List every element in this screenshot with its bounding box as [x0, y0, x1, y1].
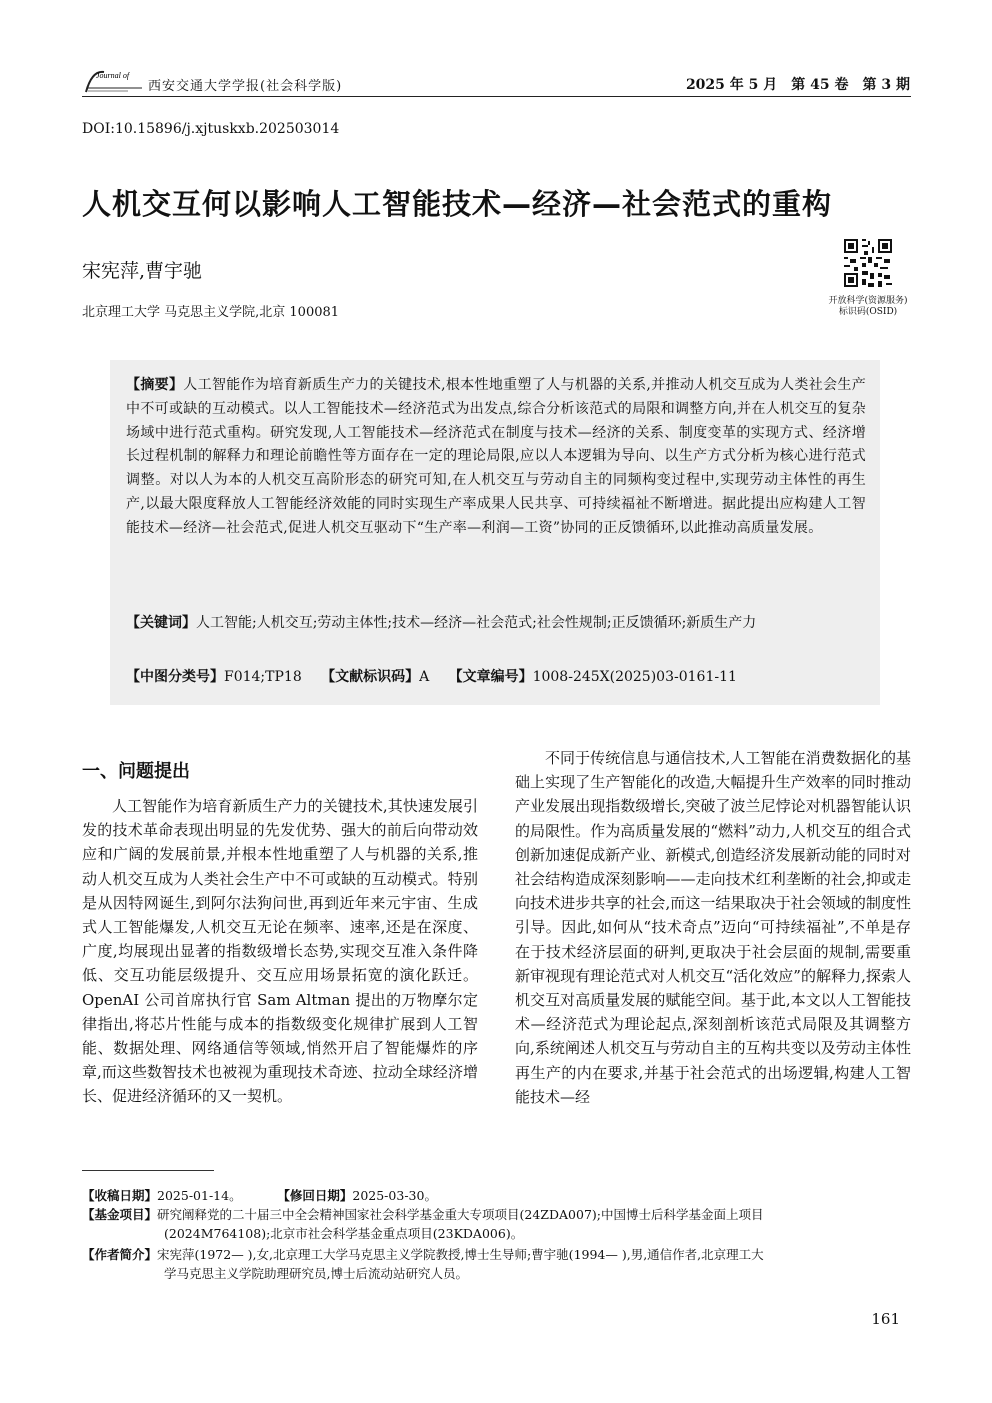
footnote-author: [82, 1245, 912, 1283]
fund-text: 研究阐释党的二十届三中全会精神国家社会科学基金重大专项项目(24ZDA007);中国博士后科学基金面上项目: [157, 1207, 764, 1222]
classification: [126, 666, 866, 688]
author-bio-text: 宋宪萍(1972— ),女,北京理工大学马克思主义学院教授,博士生导师;曹宇驰(1994— ),男,通信作者,北京理工大: [157, 1247, 764, 1262]
authors: 宋宪萍,曹宇驰: [82, 260, 203, 282]
doi: DOI:10.15896/j.xjtuskxb.202503014: [82, 121, 340, 137]
received-date: 2025-01-14。: [157, 1188, 242, 1203]
revised-label: 【修回日期】: [277, 1188, 353, 1203]
header-rule: [82, 96, 911, 97]
abstract-text: 人工智能作为培育新质生产力的关键技术,根本性地重塑了人与机器的关系,并推动人机交互成为人类社会生产中不可或缺的互动模式。以人工智能技术—经济范式为出发点,综合分析该范式的局限和调整方向,并在人机交互的复杂场域中进行范式重构。研究发现,人工智能技术—经济范式在制度与技术—经济的关系、制度变革的实现方式、经济增长过程机制的解释力和理论前瞻性等方面存在一定的理论局限,应以人本逻辑为导向、以生产方式分析为核心进行范式调整。对以人为本的人机交互高阶形态的研究可知,在人机交互与劳动自主的同频构变过程中,实现劳动主体性的再生产,以最大限度释放人工智能经济效能的同时实现生产率成果人民共享、可持续福祉不断增进。据此提出应构建人工智能技术—经济—社会范式,促进人机交互驱动下“生产率—利润—工资”协同的正反馈循环,以此推动高质量发展。: [126, 377, 866, 536]
section-heading: 一、问题提出: [82, 761, 190, 782]
keywords-text: 人工智能;人机交互;劳动主体性;技术—经济—社会范式;社会性规制;正反馈循环;新质生产力: [196, 615, 757, 631]
article-number-label: 【文章编号】: [448, 669, 533, 685]
keywords-label: 【关键词】: [126, 615, 196, 631]
author-bio-cont: 学马克思主义学院助理研究员,博士后流动站研究人员。: [164, 1266, 468, 1281]
qr-caption-line: 开放科学(资源服务): [828, 296, 908, 306]
revised-date: 2025-03-30。: [352, 1188, 437, 1203]
paragraph: 人工智能作为培育新质生产力的关键技术,其快速发展引发的技术革命表现出明显的先发优势、强大的前后向带动效应和广阔的发展前景,并根本性地重塑了人与机器的关系,推动人机交互成为人类社会生产中不可或缺的互动模式。特别是从因特网诞生,到阿尔法狗问世,再到近年来元宇宙、生成式人工智能爆发,人机交互无论在频率、速率,还是在深度、广度,均展现出显著的指数级增长态势,实现交互准入条件降低、交互功能层级提升、交互应用场景拓宽的演化跃迁。OpenAI 公司首席执行官 Sam Altman 提出的万物摩尔定律指出,将芯片性能与成本的指数级变化规律扩展到人工智能、数据处理、网络通信等领域,悄然开启了智能爆炸的序章,而这些数智技术也被视为重现技术奇迹、拉动全球经济增长、促进经济循环的又一契机。: [82, 797, 478, 1106]
abstract: [126, 374, 866, 541]
issue-info: 2025 年 5 月 第 45 卷 第 3 期: [685, 77, 910, 93]
article-title: 人机交互何以影响人工智能技术—经济—社会范式的重构: [82, 187, 833, 221]
svg-text:Journal of: Journal of: [96, 71, 130, 80]
affiliation: 北京理工大学 马克思主义学院,北京 100081: [82, 305, 340, 320]
keywords: [126, 611, 866, 635]
author-bio-label: 【作者简介】: [82, 1247, 158, 1262]
qr-caption: [808, 296, 928, 318]
right-column: [515, 746, 911, 1109]
page-number: 161: [871, 1310, 900, 1328]
abstract-label: 【摘要】: [126, 377, 184, 393]
journal-logo: [82, 66, 146, 96]
qr-caption-line: 标识码(OSID): [838, 307, 898, 317]
fund-label: 【基金项目】: [82, 1207, 158, 1222]
clc-value: F014;TP18: [224, 669, 302, 685]
paragraph: 不同于传统信息与通信技术,人工智能在消费数据化的基础上实现了生产智能化的改造,大幅提升生产效率的同时推动产业发展出现指数级增长,突破了波兰尼悖论对机器智能认识的局限性。作为高质量发展的“燃料”动力,人机交互的组合式创新加速促成新产业、新模式,创造经济发展新动能的同时对社会结构造成深刻影响——走向技术红利垄断的社会,抑或走向技术进步共享的社会,而这一结果取决于社会领域的制度性引导。因此,如何从“技术奇点”迈向“可持续福祉”,不单是存在于技术经济层面的研判,更取决于社会层面的规制,需要重新审视现有理论范式对人机交互“活化效应”的解释力,探索人机交互对高质量发展的赋能空间。基于此,本文以人工智能技术—经济范式为理论起点,深刻剖析该范式局限及其调整方向,系统阐述人机交互与劳动自主的互构共变以及劳动主体性再生产的内在要求,并基于社会范式的出场逻辑,构建人工智能技术—经: [515, 749, 911, 1106]
footnote-fund: [82, 1205, 912, 1243]
fund-text-cont: (2024M764108);北京市社会科学基金重点项目(23KDA006)。: [164, 1226, 524, 1241]
received-label: 【收稿日期】: [82, 1188, 158, 1203]
footnote-rule: [82, 1170, 214, 1171]
article-number-value: 1008-245X(2025)03-0161-11: [532, 669, 737, 685]
doc-code-value: A: [419, 669, 430, 685]
left-column: [82, 794, 478, 1109]
doc-code-label: 【文献标识码】: [321, 669, 420, 685]
footnote-dates: [82, 1186, 912, 1205]
clc-label: 【中图分类号】: [126, 669, 224, 685]
journal-name: 西安交通大学学报(社会科学版): [148, 79, 343, 94]
qr-code-icon[interactable]: [842, 237, 894, 289]
